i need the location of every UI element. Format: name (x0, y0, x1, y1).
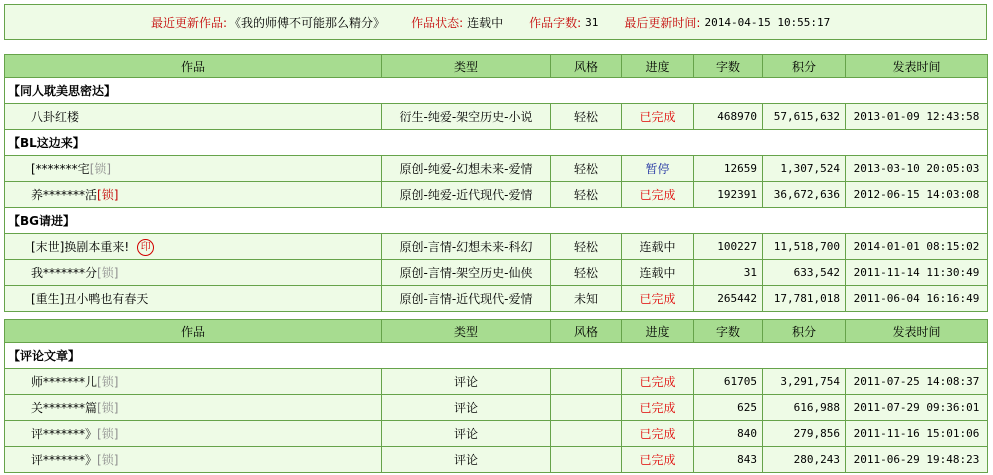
status-cell: 已完成 (622, 421, 694, 447)
points-cell: 280,243 (763, 447, 846, 473)
col-points: 积分 (763, 320, 846, 343)
words-cell: 31 (694, 260, 763, 286)
col-points: 积分 (763, 55, 846, 78)
words-cell: 61705 (694, 369, 763, 395)
type-cell: 评论 (382, 421, 551, 447)
work-title-link[interactable]: 师*******儿 (31, 375, 98, 389)
work-title-cell (5, 156, 382, 182)
type-cell: 评论 (382, 447, 551, 473)
col-date: 发表时间 (846, 320, 988, 343)
style-cell (551, 447, 622, 473)
words-cell: 625 (694, 395, 763, 421)
type-cell: 原创-言情-近代现代-爱情 (382, 286, 551, 312)
work-title-link[interactable]: 八卦红楼 (31, 110, 80, 124)
group-row (5, 208, 988, 234)
table-row (5, 395, 988, 421)
words-cell: 192391 (694, 182, 763, 208)
group-row (5, 78, 988, 104)
type-cell: 评论 (382, 369, 551, 395)
style-cell: 轻松 (551, 104, 622, 130)
lock-tag: [锁] (97, 188, 119, 202)
work-title-cell (5, 447, 382, 473)
status-cell: 连载中 (622, 234, 694, 260)
group-name: 【同人耽美思密达】 (5, 78, 988, 104)
seal-icon: 印 (137, 239, 154, 256)
lock-tag: [锁] (97, 266, 119, 280)
words-cell: 100227 (694, 234, 763, 260)
latest-work-label: 最近更新作品: (151, 15, 228, 30)
date-cell: 2014-01-01 08:15:02 (846, 234, 988, 260)
work-title-cell (5, 369, 382, 395)
col-style: 风格 (551, 320, 622, 343)
style-cell (551, 369, 622, 395)
type-cell: 评论 (382, 395, 551, 421)
words-cell: 843 (694, 447, 763, 473)
col-style: 风格 (551, 55, 622, 78)
col-words: 字数 (694, 55, 763, 78)
type-cell: 原创-纯爱-幻想未来-爱情 (382, 156, 551, 182)
date-cell: 2011-06-04 16:16:49 (846, 286, 988, 312)
work-title-link[interactable]: [末世]换剧本重来! (31, 239, 130, 254)
points-cell: 57,615,632 (763, 104, 846, 130)
col-progress: 进度 (622, 55, 694, 78)
status-cell: 已完成 (622, 182, 694, 208)
type-cell: 衍生-纯爱-架空历史-小说 (382, 104, 551, 130)
style-cell: 轻松 (551, 260, 622, 286)
lock-tag: [锁] (89, 162, 112, 176)
work-title-cell (5, 260, 382, 286)
points-cell: 616,988 (763, 395, 846, 421)
work-status-label: 作品状态: (411, 15, 464, 30)
last-updated-value: 2014-04-15 10:55:17 (704, 15, 831, 29)
works-table (4, 54, 988, 312)
style-cell (551, 421, 622, 447)
table-row (5, 182, 988, 208)
status-cell: 已完成 (622, 286, 694, 312)
points-cell: 36,672,636 (763, 182, 846, 208)
work-title-link[interactable]: [重生]丑小鸭也有春天 (31, 292, 149, 306)
work-title-link[interactable]: [*******宅 (31, 162, 90, 176)
date-cell: 2011-11-14 11:30:49 (846, 260, 988, 286)
points-cell: 279,856 (763, 421, 846, 447)
word-count-label: 作品字数: (529, 15, 582, 30)
work-title-link[interactable]: 养*******活 (31, 188, 98, 202)
last-updated-label: 最后更新时间: (624, 15, 701, 30)
type-cell: 原创-言情-幻想未来-科幻 (382, 234, 551, 260)
words-cell: 468970 (694, 104, 763, 130)
work-title-cell (5, 286, 382, 312)
type-cell: 原创-言情-架空历史-仙侠 (382, 260, 551, 286)
lock-tag: [锁] (97, 401, 119, 415)
col-work: 作品 (5, 55, 382, 78)
words-cell: 265442 (694, 286, 763, 312)
work-title-cell (5, 234, 382, 260)
style-cell (551, 395, 622, 421)
work-title-cell (5, 395, 382, 421)
col-type: 类型 (382, 55, 551, 78)
status-cell: 暂停 (622, 156, 694, 182)
date-cell: 2011-06-29 19:48:23 (846, 447, 988, 473)
work-title-cell (5, 182, 382, 208)
date-cell: 2011-07-29 09:36:01 (846, 395, 988, 421)
group-row (5, 130, 988, 156)
col-progress: 进度 (622, 320, 694, 343)
table-row (5, 286, 988, 312)
latest-work-link[interactable]: 《我的师傅不可能那么精分》 (229, 15, 386, 30)
status-cell: 已完成 (622, 369, 694, 395)
status-cell: 已完成 (622, 395, 694, 421)
work-title-cell (5, 104, 382, 130)
points-cell: 11,518,700 (763, 234, 846, 260)
points-cell: 633,542 (763, 260, 846, 286)
reviews-table (4, 319, 988, 473)
work-title-cell (5, 421, 382, 447)
work-title-link[interactable]: 关*******篇 (31, 401, 98, 415)
table-row (5, 421, 988, 447)
work-title-link[interactable]: 我*******分 (31, 266, 98, 280)
lock-tag: [锁] (97, 427, 119, 441)
date-cell: 2013-03-10 20:05:03 (846, 156, 988, 182)
col-words: 字数 (694, 320, 763, 343)
group-name: 【BL这边来】 (5, 130, 988, 156)
latest-update-bar (4, 4, 987, 40)
col-type: 类型 (382, 320, 551, 343)
work-title-link[interactable]: 评*******》 (31, 427, 98, 441)
table-row (5, 234, 988, 260)
style-cell: 轻松 (551, 182, 622, 208)
work-title-link[interactable]: 评*******》 (31, 453, 98, 467)
status-cell: 已完成 (622, 104, 694, 130)
lock-tag: [锁] (97, 375, 119, 389)
table-row (5, 447, 988, 473)
status-cell: 连载中 (622, 260, 694, 286)
word-count-value: 31 (585, 15, 599, 29)
date-cell: 2011-07-25 14:08:37 (846, 369, 988, 395)
table-header (5, 320, 988, 343)
date-cell: 2013-01-09 12:43:58 (846, 104, 988, 130)
work-status-value: 连载中 (467, 15, 504, 30)
group-row (5, 343, 988, 369)
words-cell: 840 (694, 421, 763, 447)
table-row (5, 156, 988, 182)
col-work: 作品 (5, 320, 382, 343)
style-cell: 轻松 (551, 156, 622, 182)
table-header (5, 55, 988, 78)
type-cell: 原创-纯爱-近代现代-爱情 (382, 182, 551, 208)
points-cell: 3,291,754 (763, 369, 846, 395)
date-cell: 2012-06-15 14:03:08 (846, 182, 988, 208)
group-name: 【BG请进】 (5, 208, 988, 234)
date-cell: 2011-11-16 15:01:06 (846, 421, 988, 447)
words-cell: 12659 (694, 156, 763, 182)
points-cell: 17,781,018 (763, 286, 846, 312)
table-row (5, 260, 988, 286)
status-cell: 已完成 (622, 447, 694, 473)
points-cell: 1,307,524 (763, 156, 846, 182)
lock-tag: [锁] (97, 453, 119, 467)
table-row (5, 104, 988, 130)
style-cell: 轻松 (551, 234, 622, 260)
style-cell: 未知 (551, 286, 622, 312)
table-row (5, 369, 988, 395)
col-date: 发表时间 (846, 55, 988, 78)
group-name: 【评论文章】 (5, 343, 988, 369)
